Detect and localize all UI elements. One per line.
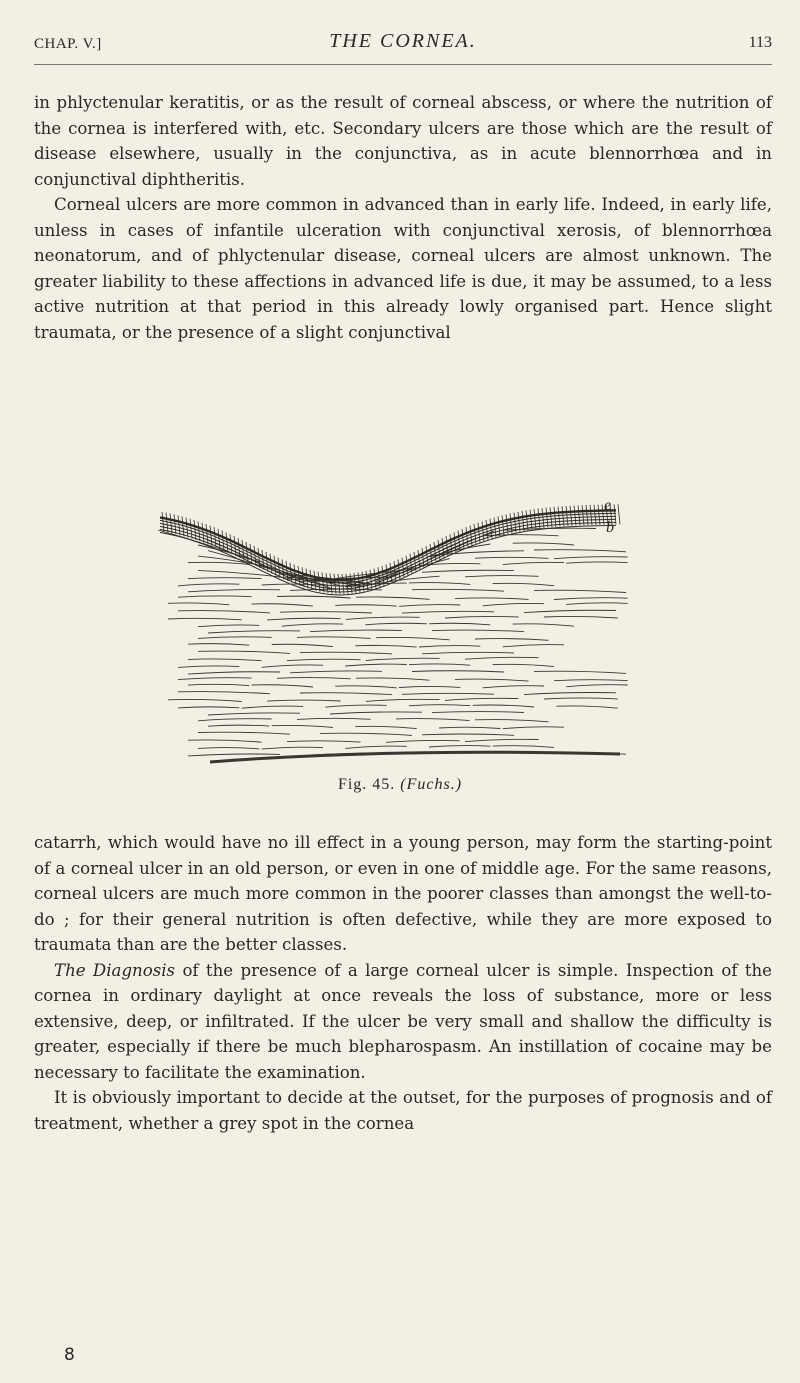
- epithelium-hatch: [566, 506, 568, 526]
- epithelium-hatch: [550, 507, 552, 527]
- epithelium-hatch: [546, 508, 548, 528]
- epithelium-hatch: [398, 559, 400, 579]
- epithelium-hatch: [166, 513, 168, 533]
- running-header: [34, 30, 772, 58]
- epithelium-hatch: [178, 515, 180, 535]
- lamella-line: [198, 746, 554, 750]
- epithelium-hatch: [182, 516, 184, 536]
- lamella-line: [198, 637, 549, 640]
- epithelium-hatch: [510, 513, 512, 533]
- epithelium-hatch: [502, 515, 504, 535]
- lamella-line: [198, 651, 514, 654]
- epithelium-hatch: [614, 504, 616, 524]
- lamella-line: [208, 712, 524, 715]
- epithelium-hatch: [558, 507, 560, 527]
- paragraph: Corneal ulcers are more common in advanced than in early life. Indeed, in early life, unless in cases of infantile ulceration with conjunctival xerosis, of blennorrhœa neonatorum, and of phlyctenular disease, corneal ulcers are almost unknown. The greater liability to these affections in advanced life is due, it may be assumed, to a less active nutrition at that period in this already lowly organised part. Hence slight traumata, or the presence of a slight conjunctival: [34, 195, 772, 342]
- stroma-lamellae: [158, 528, 628, 762]
- epithelium-hatch: [538, 509, 540, 529]
- epithelium-hatch: [386, 564, 388, 584]
- lamella-line: [178, 705, 618, 708]
- cornea-ulcer-figure: [150, 470, 630, 770]
- paragraph: in phlyctenular keratitis, or as the result of corneal abscess, or where the nutrition of the cornea is interfered with, etc. Secondary ulcers are those which are the result of disease elsewhere, usually in the conjunctiva, as in acute blennorrhœa and in conjunctival diphtheritis.: [34, 93, 772, 189]
- label-e: e: [604, 497, 612, 514]
- epithelium-hatch: [162, 512, 164, 532]
- lamella-line: [198, 718, 549, 721]
- lamella-line: [188, 589, 626, 592]
- epithelium-hatch: [494, 518, 496, 538]
- epithelium-hatch: [506, 514, 508, 534]
- running-title: THE CORNEA.: [329, 30, 477, 52]
- page-number: 113: [748, 34, 772, 51]
- text-block-bottom: [34, 830, 772, 1136]
- epithelium-hatch: [486, 520, 488, 540]
- epithelium-hatch: [338, 574, 340, 594]
- epithelium-hatch: [498, 516, 500, 536]
- lamella-line: [208, 725, 564, 729]
- epithelium-hatch: [326, 573, 328, 593]
- epithelium-hatch: [590, 505, 592, 525]
- epithelium-hatch: [578, 505, 580, 525]
- lamella-line: [178, 678, 628, 682]
- lamella-line: [188, 671, 626, 674]
- epithelium-hatch: [518, 512, 520, 532]
- diagnosis-heading: The Diagnosis: [54, 960, 176, 980]
- epithelium-hatch: [174, 514, 176, 534]
- lamella-line: [168, 616, 618, 619]
- epithelium-hatch: [466, 527, 468, 547]
- lamella-line: [198, 623, 574, 626]
- epithelium-hatch: [562, 506, 564, 526]
- epithelium-hatch: [478, 523, 480, 543]
- epithelium-hatch: [598, 505, 600, 525]
- epithelium-hatch: [458, 531, 460, 551]
- epithelium-hatch: [462, 529, 464, 549]
- descemet-band: [210, 752, 620, 762]
- figure-caption: [0, 776, 800, 794]
- epithelium-hatch: [530, 510, 532, 530]
- epithelium-hatch: [474, 524, 476, 544]
- lamella-line: [178, 596, 628, 600]
- epithelium-hatch: [618, 504, 620, 524]
- epithelium-hatch: [574, 506, 576, 526]
- epithelium-hatch: [482, 521, 484, 541]
- epithelium-hatch: [594, 505, 596, 525]
- epithelium-hatch: [318, 572, 320, 592]
- lamella-line: [178, 692, 616, 695]
- epithelium-hatch: [554, 507, 556, 527]
- paragraph: It is obviously important to decide at the outset, for the purposes of prognosis and of treatment, whether a grey spot in the cornea: [34, 1088, 772, 1133]
- lamella-line: [188, 739, 539, 742]
- epithelium-hatch: [526, 510, 528, 530]
- lamella-line: [188, 684, 628, 688]
- lamella-line: [208, 630, 524, 633]
- paragraph: catarrh, which would have no ill effect in a young person, may form the starting-point of a corneal ulcer in an old person, or even in one of middle age. For the same reasons, corneal ulcers are much more common in the poorer classes than amongst the well-to-do ; for their general nutrition is often defective, while they are more exposed to traumata than are the better classes.: [34, 833, 772, 954]
- lamella-line: [168, 603, 628, 606]
- epithelium-hatch: [542, 508, 544, 528]
- diagnosis-text: of the presence of a large corneal ulcer is simple. Inspection of the cornea in ordinary daylight at once reveals the loss of substance, more or less extensive, deep, or infiltrated. If the ulcer be very small and shallow the difficulty is greater, especially if there be much blepharospasm. An instillation of cocaine may be necessary to facilitate the examination.: [34, 960, 772, 1082]
- lamella-line: [168, 698, 618, 702]
- epithelium-hatch: [454, 532, 456, 552]
- lamella-line: [188, 644, 564, 647]
- paragraph-diagnosis: [34, 958, 772, 1086]
- epithelium-hatch: [374, 569, 376, 589]
- epithelium-hatch: [370, 570, 372, 590]
- epithelium-hatch: [170, 513, 172, 533]
- epithelium-hatch: [586, 505, 588, 525]
- chapter-label: CHAP. V.]: [34, 36, 102, 52]
- lamella-line: [178, 610, 616, 613]
- lamella-line: [188, 657, 539, 660]
- text-block-top: [34, 90, 772, 345]
- signature-mark: 8: [64, 1345, 75, 1365]
- lamella-line: [178, 664, 554, 667]
- epithelium-hatch: [470, 526, 472, 546]
- epithelium-hatch: [522, 511, 524, 531]
- epithelium-hatch: [570, 506, 572, 526]
- label-b: b: [606, 519, 614, 536]
- epithelium-hatch: [534, 509, 536, 529]
- epithelium-hatch: [582, 505, 584, 525]
- caption-label: Fig. 45.: [337, 776, 396, 793]
- lamella-line: [198, 732, 514, 735]
- caption-author: (Fuchs.): [400, 776, 463, 793]
- epithelium-hatch: [310, 570, 312, 590]
- header-rule: [34, 64, 772, 65]
